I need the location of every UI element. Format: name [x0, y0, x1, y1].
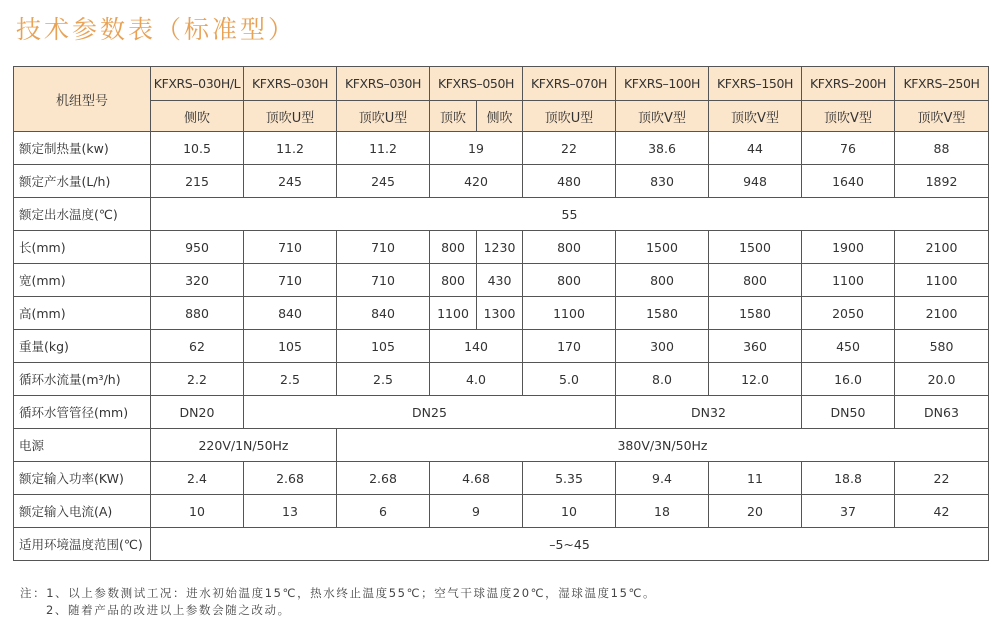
table-cell: 2050: [802, 297, 895, 330]
model-name: KFXRS–100H: [616, 67, 709, 101]
model-type: 顶吹V型: [802, 101, 895, 132]
table-cell: 10: [151, 495, 244, 528]
table-cell: 840: [337, 297, 430, 330]
table-row-flow: [14, 363, 989, 396]
table-row-ambient: [14, 528, 989, 561]
table-cell: 360: [709, 330, 802, 363]
table-cell: 220V/1N/50Hz: [151, 429, 337, 462]
table-cell: 430: [477, 264, 523, 297]
table-cell: 710: [337, 231, 430, 264]
table-cell: 42: [895, 495, 989, 528]
table-cell: DN63: [895, 396, 989, 429]
table-cell: 105: [337, 330, 430, 363]
table-cell: 1100: [895, 264, 989, 297]
table-cell: DN32: [616, 396, 802, 429]
table-cell: 800: [709, 264, 802, 297]
table-cell: 1640: [802, 165, 895, 198]
table-cell: 450: [802, 330, 895, 363]
table-row-length: [14, 231, 989, 264]
table-cell: 380V/3N/50Hz: [337, 429, 989, 462]
table-row-heating: [14, 132, 989, 165]
table-cell: 1500: [616, 231, 709, 264]
table-cell: DN50: [802, 396, 895, 429]
table-cell: 1100: [523, 297, 616, 330]
row-label: 循环水流量(m³/h): [14, 363, 151, 396]
table-cell: 10: [523, 495, 616, 528]
header-row-models: [14, 67, 989, 101]
table-cell: –5~45: [151, 528, 989, 561]
table-cell: 880: [151, 297, 244, 330]
table-cell: 16.0: [802, 363, 895, 396]
table-cell: 950: [151, 231, 244, 264]
footnote: 注：1、以上参数测试工况：进水初始温度15℃，热水终止温度55℃；空气干球温度20℃，湿球温度15℃。: [20, 586, 657, 600]
table-cell: 11: [709, 462, 802, 495]
model-name: KFXRS–250H: [895, 67, 989, 101]
table-cell: 22: [895, 462, 989, 495]
header-corner-label: 机组型号: [14, 67, 151, 132]
table-cell: 9: [430, 495, 523, 528]
table-cell: 245: [244, 165, 337, 198]
table-cell: 8.0: [616, 363, 709, 396]
footnote: 2、随着产品的改进以上参数会随之改动。: [46, 603, 291, 617]
table-cell: 420: [430, 165, 523, 198]
table-cell: 300: [616, 330, 709, 363]
table-cell: 140: [430, 330, 523, 363]
table-cell: 1892: [895, 165, 989, 198]
row-label: 额定产水量(L/h): [14, 165, 151, 198]
table-cell: 18.8: [802, 462, 895, 495]
table-cell: 710: [337, 264, 430, 297]
row-label: 额定制热量(kw): [14, 132, 151, 165]
table-cell: 2.5: [337, 363, 430, 396]
table-cell: 710: [244, 264, 337, 297]
table-cell: 20: [709, 495, 802, 528]
model-name: KFXRS–150H: [709, 67, 802, 101]
table-cell: 320: [151, 264, 244, 297]
table-cell: 1230: [477, 231, 523, 264]
table-cell: 1500: [709, 231, 802, 264]
model-name: KFXRS–030H: [244, 67, 337, 101]
table-cell: 2.4: [151, 462, 244, 495]
table-cell: 215: [151, 165, 244, 198]
row-label: 高(mm): [14, 297, 151, 330]
table-cell: 830: [616, 165, 709, 198]
table-cell: 22: [523, 132, 616, 165]
model-type: 顶吹U型: [523, 101, 616, 132]
model-type: 顶吹V型: [895, 101, 989, 132]
table-cell: 245: [337, 165, 430, 198]
table-cell: 2.5: [244, 363, 337, 396]
table-cell: 10.5: [151, 132, 244, 165]
table-cell: 1100: [430, 297, 477, 330]
row-label: 适用环境温度范围(℃): [14, 528, 151, 561]
model-type: 顶吹V型: [616, 101, 709, 132]
table-cell: 18: [616, 495, 709, 528]
row-label: 长(mm): [14, 231, 151, 264]
table-cell: 4.0: [430, 363, 523, 396]
header-row-types: [14, 101, 989, 132]
table-row-water-output: [14, 165, 989, 198]
table-cell: 20.0: [895, 363, 989, 396]
table-row-height: [14, 297, 989, 330]
table-cell: 37: [802, 495, 895, 528]
table-cell: 800: [616, 264, 709, 297]
table-cell: 55: [151, 198, 989, 231]
table-cell: 710: [244, 231, 337, 264]
table-cell: 480: [523, 165, 616, 198]
table-cell: 5.0: [523, 363, 616, 396]
table-row-pipe: [14, 396, 989, 429]
table-cell: 62: [151, 330, 244, 363]
table-cell: 2100: [895, 297, 989, 330]
table-cell: 88: [895, 132, 989, 165]
model-name: KFXRS–070H: [523, 67, 616, 101]
table-cell: 2.68: [337, 462, 430, 495]
row-label: 额定出水温度(℃): [14, 198, 151, 231]
model-type: 顶吹U型: [244, 101, 337, 132]
table-cell: 948: [709, 165, 802, 198]
table-cell: 9.4: [616, 462, 709, 495]
table-cell: 1580: [616, 297, 709, 330]
table-cell: 800: [430, 231, 477, 264]
table-cell: 1580: [709, 297, 802, 330]
row-label: 循环水管管径(mm): [14, 396, 151, 429]
row-label: 额定输入功率(KW): [14, 462, 151, 495]
table-cell: 1900: [802, 231, 895, 264]
table-row-input-current: [14, 495, 989, 528]
table-row-weight: [14, 330, 989, 363]
table-cell: 5.35: [523, 462, 616, 495]
model-type: 顶吹U型: [337, 101, 430, 132]
table-cell: 1300: [477, 297, 523, 330]
page-title: 技术参数表（标准型）: [16, 15, 297, 44]
table-cell: 800: [523, 231, 616, 264]
table-cell: 840: [244, 297, 337, 330]
table-cell: 2.68: [244, 462, 337, 495]
model-name: KFXRS–200H: [802, 67, 895, 101]
table-cell: 11.2: [244, 132, 337, 165]
table-cell: 800: [430, 264, 477, 297]
table-cell: 12.0: [709, 363, 802, 396]
table-cell: 6: [337, 495, 430, 528]
footnotes: [20, 585, 656, 619]
table-cell: 76: [802, 132, 895, 165]
model-type: 顶吹V型: [709, 101, 802, 132]
row-label: 重量(kg): [14, 330, 151, 363]
table-row-outlet-temp: [14, 198, 989, 231]
model-name: KFXRS–030H/L: [151, 67, 244, 101]
table-cell: 1100: [802, 264, 895, 297]
table-cell: 580: [895, 330, 989, 363]
table-cell: 19: [430, 132, 523, 165]
row-label: 额定输入电流(A): [14, 495, 151, 528]
table-cell: 44: [709, 132, 802, 165]
table-row-power-supply: [14, 429, 989, 462]
row-label: 电源: [14, 429, 151, 462]
table-cell: 2.2: [151, 363, 244, 396]
row-label: 宽(mm): [14, 264, 151, 297]
table-cell: 11.2: [337, 132, 430, 165]
model-type: 侧吹: [151, 101, 244, 132]
spec-table: [13, 66, 989, 561]
table-cell: 800: [523, 264, 616, 297]
table-row-width: [14, 264, 989, 297]
model-name: KFXRS–050H: [430, 67, 523, 101]
table-row-input-power: [14, 462, 989, 495]
table-cell: 105: [244, 330, 337, 363]
table-cell: 2100: [895, 231, 989, 264]
model-type: 顶吹: [430, 101, 477, 132]
table-cell: 38.6: [616, 132, 709, 165]
table-cell: 4.68: [430, 462, 523, 495]
table-cell: 13: [244, 495, 337, 528]
table-cell: 170: [523, 330, 616, 363]
table-cell: DN20: [151, 396, 244, 429]
table-cell: DN25: [244, 396, 616, 429]
model-name: KFXRS–030H: [337, 67, 430, 101]
model-type: 侧吹: [477, 101, 523, 132]
